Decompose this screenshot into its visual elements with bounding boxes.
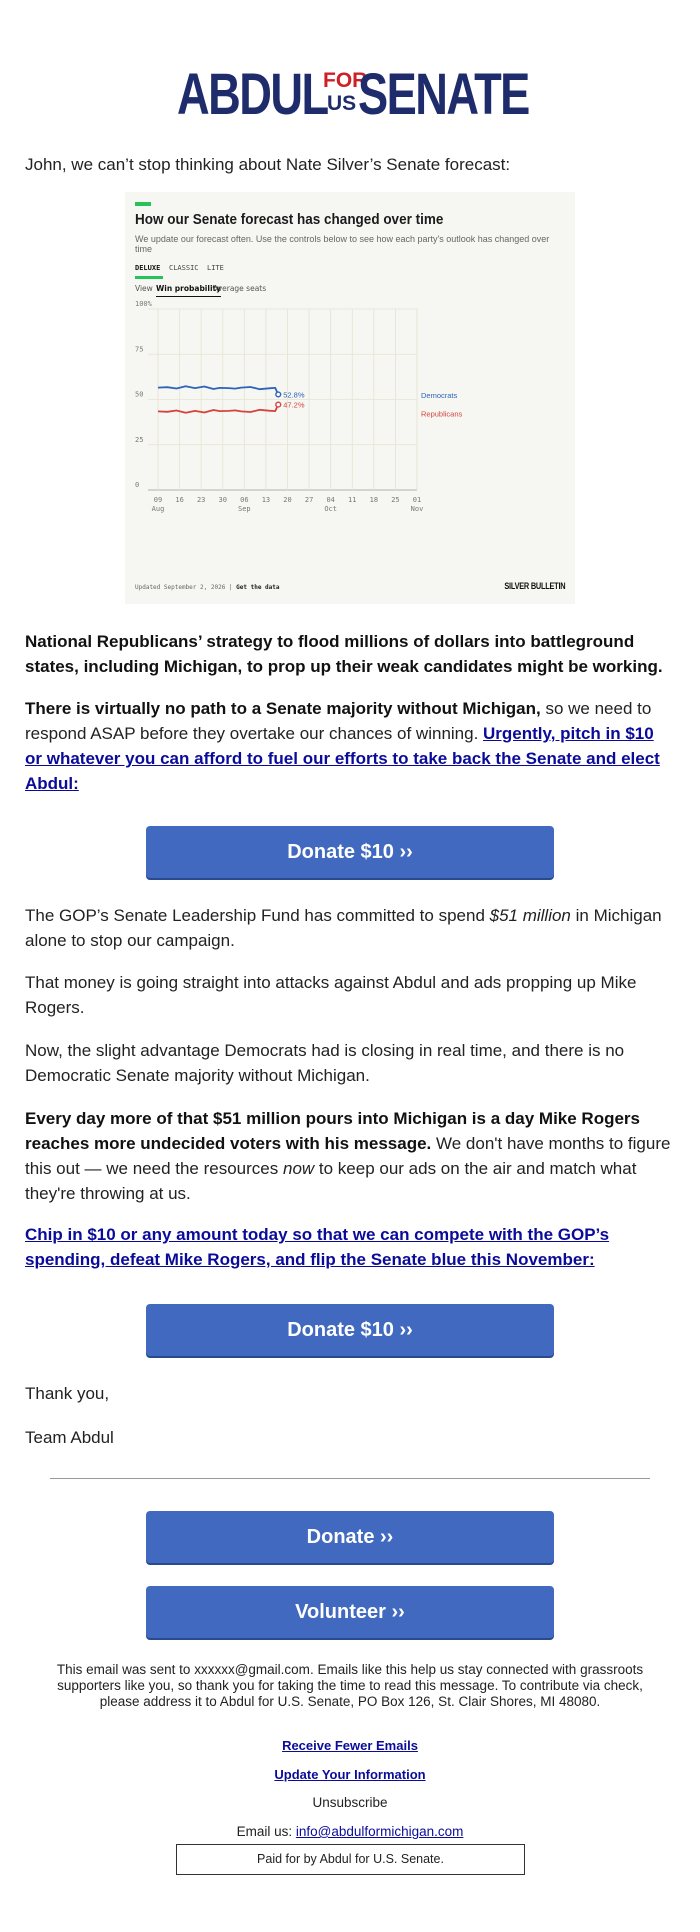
donate-button[interactable]: Donate ›› (146, 1511, 554, 1563)
email-us-label: Email us: (236, 1824, 296, 1839)
paragraph-slf (25, 903, 675, 953)
update-information (50, 1767, 650, 1782)
email-us (50, 1824, 650, 1840)
sent-text-a: This email was sent to (56, 1662, 195, 1677)
paragraph-advantage: Now, the slight advantage Democrats had is closing in real time, and there is no Democratic Senate majority without Michigan. (25, 1041, 625, 1085)
intro-text: John, we can’t stop thinking about Nate Silver’s Senate forecast: (25, 155, 511, 174)
tab-average-seats[interactable]: Average seats (213, 284, 267, 293)
republicans-line (158, 405, 278, 413)
x-month-label: Nov (410, 505, 424, 513)
x-tick-label: 06 (240, 496, 249, 504)
slf-amount: $51 million (489, 906, 571, 925)
logo-for: FOR (323, 69, 368, 92)
email-us-link[interactable]: info@abdulformichigan.com (295, 1824, 464, 1839)
tab-win-probability[interactable]: Win probability (156, 284, 221, 297)
version-underline (135, 276, 163, 279)
paragraph-michigan (25, 696, 675, 796)
receive-fewer-emails (50, 1738, 650, 1753)
republicans-legend-label: Republicans (421, 409, 463, 419)
win-probability-chart (125, 300, 575, 578)
paragraph-chip-in (25, 1222, 675, 1272)
strategy-bold: National Republicans’ strategy to flood millions of dollars into battleground states, including Michigan, to prop up their weak candidates might be working. (25, 632, 663, 676)
democrats-endpoint (276, 392, 281, 397)
paragraph-attacks: That money is going straight into attacks against Abdul and ads propping up Mike Rogers. (25, 973, 637, 1017)
paid-for-box: Paid for by Abdul for U.S. Senate. (176, 1844, 525, 1875)
chip-in-link[interactable]: Chip in $10 or any amount today so that we can compete with the GOP’s spending, defeat Mike Rogers, and flip the Senate blue this November: (25, 1225, 610, 1269)
y-tick-label: 100% (135, 300, 152, 308)
tab-view[interactable]: View (135, 284, 153, 293)
campaign-logo (0, 64, 700, 126)
slf-text-b: in Michigan alone to stop our campaign. (25, 906, 662, 950)
x-tick-label: 30 (218, 496, 227, 504)
get-data-link[interactable]: Get the data (236, 584, 280, 591)
y-tick-label: 50 (135, 390, 144, 399)
receive-fewer-emails-link[interactable]: Receive Fewer Emails (282, 1738, 418, 1753)
chart-accent-bar (135, 202, 151, 206)
signoff-thanks: Thank you, (25, 1384, 110, 1403)
every-day-bold: Every day more of that $51 million pours into Michigan is a day Mike Rogers reaches more undecided voters with his message. (25, 1109, 640, 1153)
forecast-chart-card[interactable] (125, 192, 575, 604)
version-lite[interactable]: LITE (207, 264, 224, 272)
x-tick-label: 11 (348, 496, 357, 504)
signoff-team: Team Abdul (25, 1428, 114, 1447)
pitch-in-link[interactable]: Urgently, pitch in $10 or whatever you can afford to fuel our efforts to take back the Senate and elect Abdul: (25, 724, 660, 793)
x-month-label: Sep (238, 505, 251, 513)
logo-abdul: ABDUL (177, 62, 328, 127)
slf-text-a: The GOP’s Senate Leadership Fund has committed to spend (25, 906, 490, 925)
update-information-link[interactable]: Update Your Information (274, 1767, 426, 1782)
democrats-line (158, 386, 278, 394)
x-tick-label: 13 (261, 496, 271, 504)
x-tick-label: 20 (283, 496, 292, 504)
sent-email: xxxxxx@gmail.com (194, 1662, 310, 1677)
logo-senate: SENATE (358, 62, 529, 127)
x-tick-label: 01 (412, 496, 422, 504)
sent-text-b: . Emails like this help us stay connected with grassroots supporters like you, so thank you for taking the time to read this message. To contribute via check, please address it to Abdul for U.S. Senate, PO Box 126, St. Clair Shores, MI 48080. (57, 1662, 644, 1709)
x-month-label: Aug (151, 505, 165, 513)
chart-updated: Updated September 2, 2026 (135, 584, 226, 591)
paragraph-strategy (25, 629, 675, 679)
every-day-text-a: We don't have months to figure this out — we need the resources (25, 1134, 671, 1178)
volunteer-button[interactable]: Volunteer ›› (146, 1586, 554, 1638)
paragraph-every-day (25, 1106, 675, 1206)
x-tick-label: 04 (326, 496, 335, 504)
donate-10-button[interactable]: Donate $10 ›› (146, 826, 554, 878)
chart-subtitle: We update our forecast often. Use the controls below to see how each party's outlook has changed over time (135, 234, 550, 254)
chart-title: How our Senate forecast has changed over time (135, 211, 444, 228)
x-tick-label: 23 (196, 496, 206, 504)
x-tick-label: 16 (175, 496, 184, 504)
unsubscribe-link[interactable]: Unsubscribe (312, 1795, 388, 1810)
x-tick-label: 27 (304, 496, 314, 504)
footer-disclaimer (50, 1662, 650, 1710)
donate-10-button-2[interactable]: Donate $10 ›› (146, 1304, 554, 1356)
democrats-legend-label: Democrats (421, 391, 458, 401)
logo-us: US (327, 92, 357, 115)
x-month-label: Oct (324, 505, 337, 513)
divider (50, 1478, 650, 1479)
x-tick-label: 09 (153, 496, 163, 504)
y-tick-label: 25 (135, 435, 144, 444)
version-deluxe[interactable]: DELUXE (135, 264, 161, 272)
x-tick-label: 25 (391, 496, 400, 504)
democrats-end-label: 52.8% (283, 390, 305, 400)
silver-bulletin-logo: SILVER BULLETIN (504, 581, 565, 591)
y-tick-label: 0 (135, 481, 140, 489)
every-day-now: now (282, 1159, 315, 1178)
chart-footer: Updated September 2, 2026 | Get the data (135, 584, 280, 591)
republicans-end-label: 47.2% (283, 400, 305, 410)
x-tick-label: 18 (369, 496, 379, 504)
version-classic[interactable]: CLASSIC (169, 264, 199, 272)
michigan-text: so we need to respond ASAP before they overtake our chances of winning. (25, 699, 652, 743)
michigan-bold: There is virtually no path to a Senate majority without Michigan, (25, 699, 541, 718)
republicans-endpoint (276, 402, 281, 407)
every-day-text-b: to keep our ads on the air and match what they're throwing at us. (25, 1159, 637, 1203)
y-tick-label: 75 (135, 345, 144, 354)
